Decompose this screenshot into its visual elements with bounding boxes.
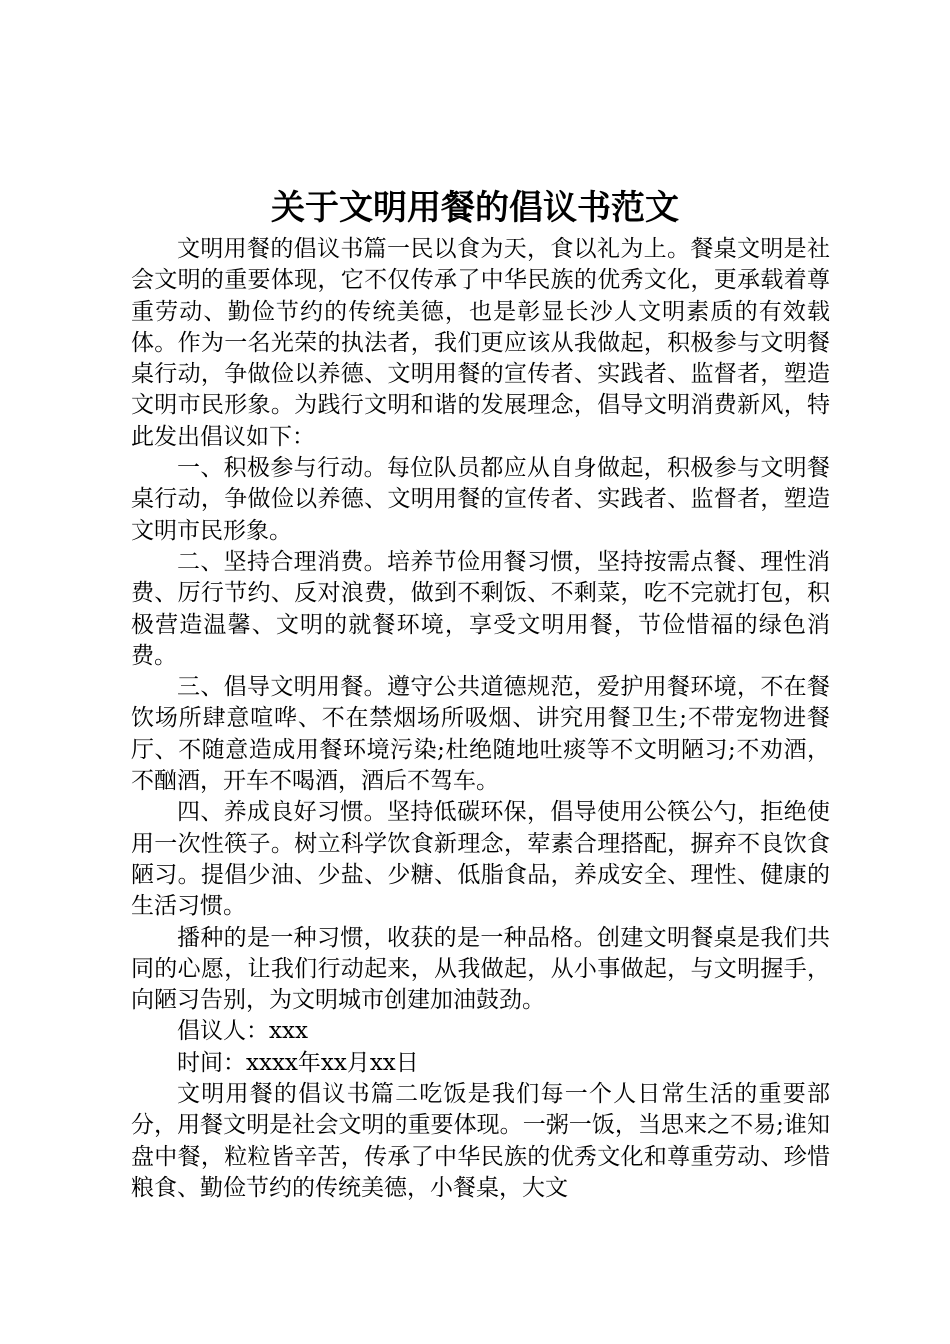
date-line: 时间：xxxx年xx月xx日 [177,1049,419,1076]
paragraph-item-3: 三、倡导文明用餐。遵守公共道德规范，爱护用餐环境，不在餐饮场所肆意喧哗、不在禁烟场所吸烟、讲究用餐卫生;不带宠物进餐厅、不随意造成用餐环境污染;杜绝随地吐痰等不文明陋习;不劝酒，不酗酒，开车不喝酒，酒后不驾车。 [131,674,830,795]
document-title: 关于文明用餐的倡议书范文 [271,188,679,228]
document-body [131,234,830,1204]
paragraph-item-4: 四、养成良好习惯。坚持低碳环保，倡导使用公筷公勺，拒绝使用一次性筷子。树立科学饮食新理念，荤素合理搭配，摒弃不良饮食陋习。提倡少油、少盐、少糖、低脂食品，养成安全、理性、健康的生活习惯。 [131,799,830,920]
paragraph-closing: 播种的是一种习惯，收获的是一种品格。创建文明餐桌是我们共同的心愿，让我们行动起来，从我做起，从小事做起，与文明握手，向陋习告别，为文明城市创建加油鼓劲。 [131,924,830,1014]
paragraph-item-2: 二、坚持合理消费。培养节俭用餐习惯，坚持按需点餐、理性消费、厉行节约、反对浪费，做到不剩饭、不剩菜，吃不完就打包，积极营造温馨、文明的就餐环境，享受文明用餐，节俭惜福的绿色消费。 [131,548,830,669]
paragraph-intro: 文明用餐的倡议书篇一民以食为天，食以礼为上。餐桌文明是社会文明的重要体现，它不仅传承了中华民族的优秀文化，更承载着尊重劳动、勤俭节约的传统美德，也是彰显长沙人文明素质的有效载体。作为一名光荣的执法者，我们更应该从我做起，积极参与文明餐桌行动，争做俭以养德、文明用餐的宣传者、实践者、监督者，塑造文明市民形象。为践行文明和谐的发展理念，倡导文明消费新风，特此发出倡议如下： [131,236,830,450]
paragraph-part-two: 文明用餐的倡议书篇二吃饭是我们每一个人日常生活的重要部分，用餐文明是社会文明的重要体现。一粥一饭，当思来之不易;谁知盘中餐，粒粒皆辛苦，传承了中华民族的优秀文化和尊重劳动、珍惜粮食、勤俭节约的传统美德，小餐桌，大文 [131,1081,830,1201]
paragraph-item-1: 一、积极参与行动。每位队员都应从自身做起，积极参与文明餐桌行动，争做俭以养德、文明用餐的宣传者、实践者、监督者，塑造文明市民形象。 [131,455,830,544]
signature-line: 倡议人：xxx [177,1018,308,1045]
